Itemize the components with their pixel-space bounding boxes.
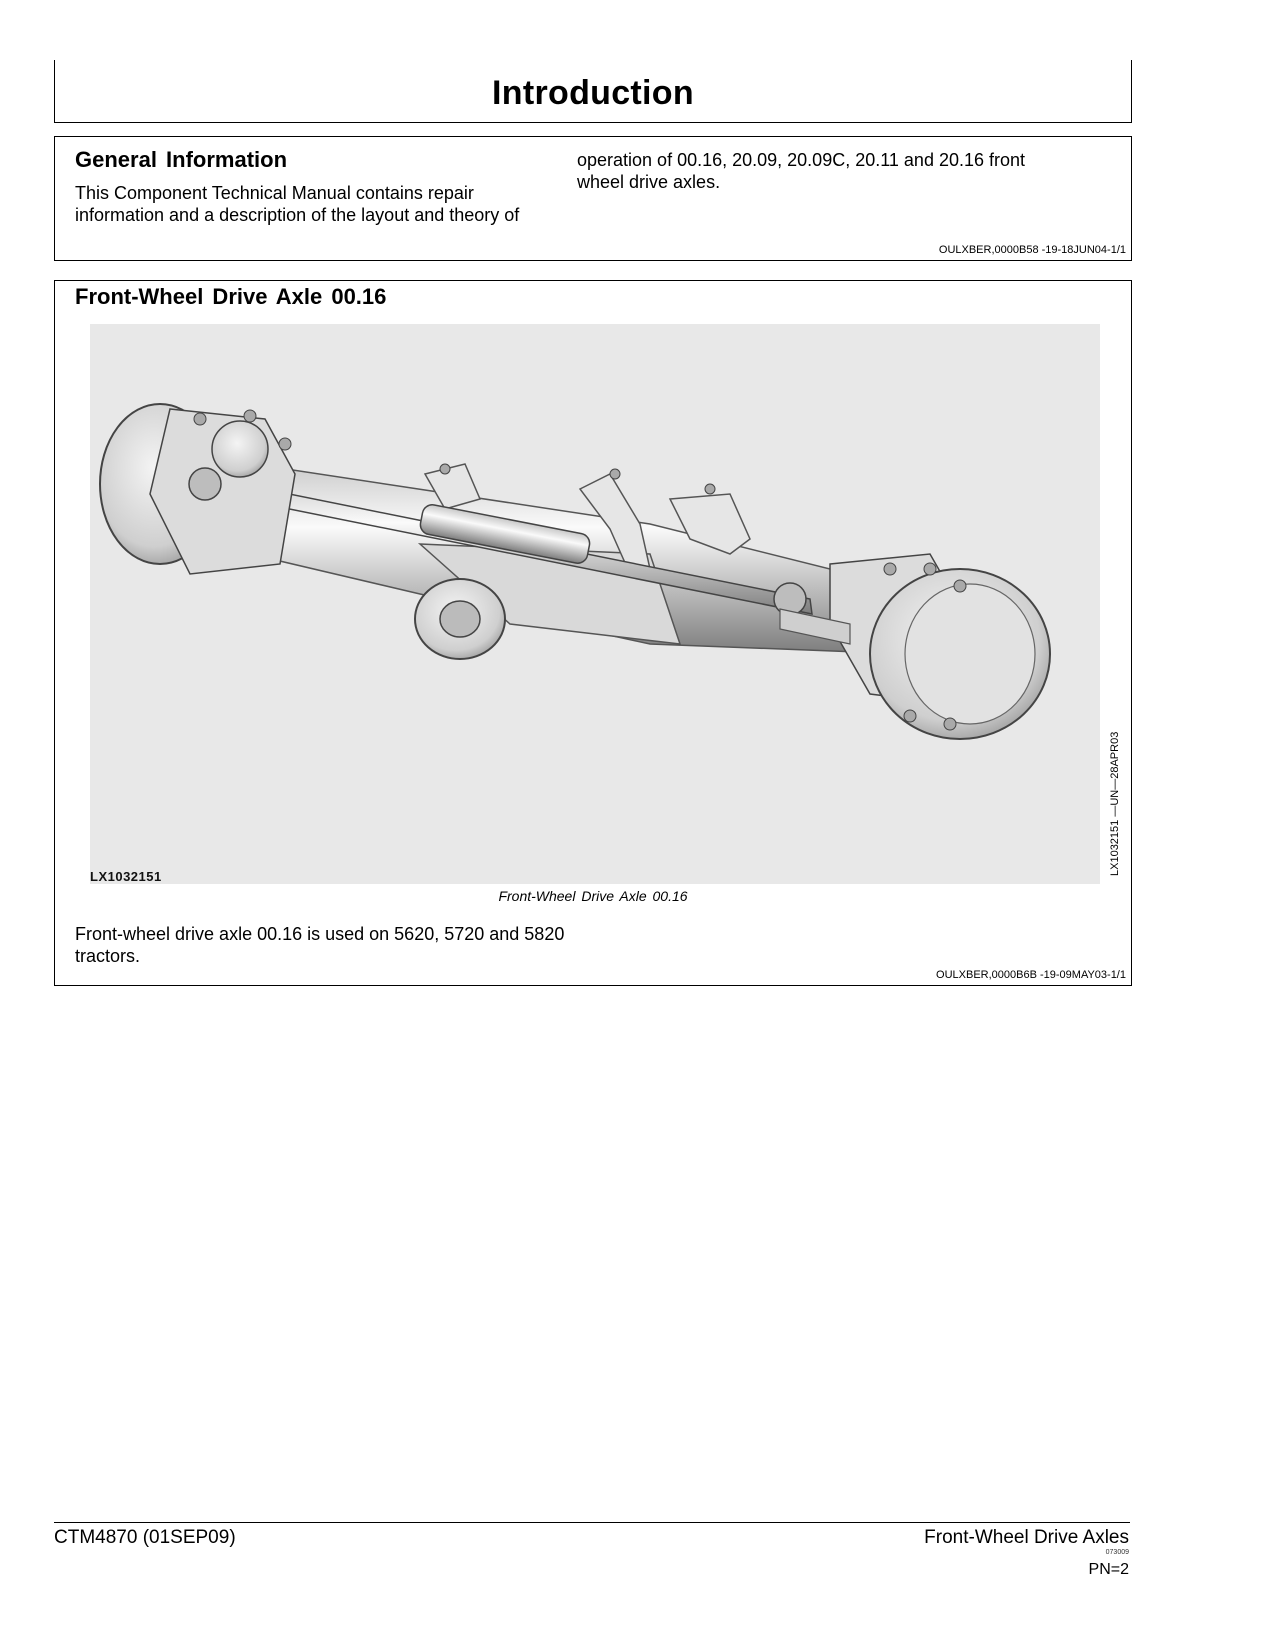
section-front-wheel-drive-axle [54, 280, 1132, 986]
footer-manual-id: CTM4870 (01SEP09) [54, 1527, 236, 1548]
figure-caption: Front-Wheel Drive Axle 00.16 [498, 888, 688, 904]
section-heading: Front-Wheel Drive Axle 00.16 [75, 284, 387, 309]
axle-illustration [90, 324, 1100, 884]
figure-side-code: LX1032151 —UN—28APR03 [1109, 731, 1121, 876]
footer-chapter-title: Front-Wheel Drive Axles [924, 1527, 1129, 1548]
section-heading: General Information [75, 147, 288, 172]
footer-page-number: PN=2 [1088, 1561, 1129, 1578]
section-text-col1: This Component Technical Manual contains repair information and a description of the layout and theory of [75, 183, 520, 225]
footer-divider [54, 1522, 1130, 1523]
header-box [54, 60, 1132, 123]
reference-code: OULXBER,0000B58 -19-18JUN04-1/1 [938, 244, 1126, 256]
reference-code: OULXBER,0000B6B -19-09MAY03-1/1 [936, 969, 1126, 981]
section-text-col2: operation of 00.16, 20.09, 20.09C, 20.11 and 20.16 front wheel drive axles. [577, 150, 1026, 192]
section-text: Front-wheel drive axle 00.16 is used on 5620, 5720 and 5820 tractors. [75, 924, 565, 966]
footer-date-code: 073009 [1105, 1549, 1129, 1556]
figure-id-label: LX1032151 [90, 869, 162, 884]
page-title: Introduction [492, 74, 694, 112]
section-general-information [54, 136, 1132, 261]
axle-figure [90, 324, 1100, 884]
